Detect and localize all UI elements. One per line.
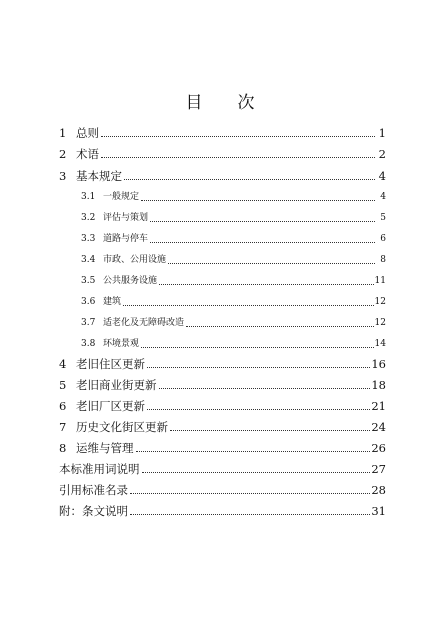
entry-page: 5 <box>380 213 386 223</box>
toc-entry[interactable] <box>59 126 386 140</box>
toc-subentry[interactable] <box>81 190 386 204</box>
entry-title: 市政、公用设施 <box>103 255 167 265</box>
toc-entry[interactable] <box>59 147 386 161</box>
entry-title: 建筑 <box>103 297 122 307</box>
entry-page: 16 <box>371 357 386 371</box>
entry-page: 26 <box>371 441 386 455</box>
entry-number: 3.8 <box>81 339 96 349</box>
entry-number: 2 <box>59 147 67 161</box>
page-title <box>0 88 441 113</box>
entry-page: 28 <box>371 483 386 497</box>
entry-title: 本标准用词说明 <box>59 462 140 476</box>
toc-entry[interactable] <box>59 441 386 455</box>
entry-title: 环境景观 <box>103 339 140 349</box>
entry-title: 术语 <box>76 147 99 161</box>
dot-leader <box>130 514 370 515</box>
entry-title: 一般规定 <box>103 192 140 202</box>
dot-leader <box>141 347 374 348</box>
entry-title: 老旧住区更新 <box>76 357 145 371</box>
entry-page: 11 <box>374 276 386 286</box>
entry-page: 2 <box>378 147 386 161</box>
entry-number: 8 <box>59 441 67 455</box>
dot-leader <box>130 493 370 494</box>
entry-title: 总则 <box>76 126 99 140</box>
entry-title: 道路与停车 <box>103 234 149 244</box>
entry-number: 4 <box>59 357 67 371</box>
dot-leader <box>136 451 371 452</box>
toc-entry[interactable] <box>59 399 386 413</box>
entry-page: 27 <box>371 462 386 476</box>
entry-number: 7 <box>59 420 67 434</box>
dot-leader <box>101 157 375 158</box>
entry-page: 31 <box>371 504 386 518</box>
entry-title: 公共服务设施 <box>103 276 158 286</box>
toc-subentry[interactable] <box>81 211 386 225</box>
entry-page: 14 <box>374 339 386 349</box>
toc-entry[interactable] <box>59 378 386 392</box>
toc-entry[interactable] <box>59 357 386 371</box>
entry-number: 3.1 <box>81 192 96 202</box>
entry-title: 附：条文说明 <box>59 504 128 518</box>
entry-title: 评估与策划 <box>103 213 149 223</box>
entry-page: 1 <box>378 126 386 140</box>
entry-title: 适老化及无障碍改造 <box>103 318 185 328</box>
toc-subentry[interactable] <box>81 253 386 267</box>
entry-page: 4 <box>380 192 386 202</box>
toc-entry[interactable] <box>59 420 386 434</box>
dot-leader <box>147 409 370 410</box>
dot-leader <box>168 263 375 264</box>
entry-page: 18 <box>371 378 386 392</box>
dot-leader <box>170 430 370 431</box>
toc-subentry[interactable] <box>81 337 386 351</box>
dot-leader <box>141 200 375 201</box>
dot-leader <box>159 284 374 285</box>
toc-entry[interactable] <box>59 462 386 476</box>
entry-page: 24 <box>371 420 386 434</box>
dot-leader <box>142 472 371 473</box>
entry-page: 12 <box>374 318 386 328</box>
entry-page: 4 <box>378 169 386 183</box>
dot-leader <box>147 367 370 368</box>
entry-title: 老旧厂区更新 <box>76 399 145 413</box>
entry-number: 3.3 <box>81 234 96 244</box>
dot-leader <box>123 305 374 306</box>
entry-page: 6 <box>380 234 386 244</box>
entry-page: 21 <box>371 399 386 413</box>
dot-leader <box>150 242 375 243</box>
entry-page: 8 <box>380 255 386 265</box>
dot-leader <box>186 326 374 327</box>
toc-entry[interactable] <box>59 483 386 497</box>
dot-leader <box>124 179 375 180</box>
entry-number: 3.2 <box>81 213 96 223</box>
entry-number: 3 <box>59 169 67 183</box>
entry-number: 3.5 <box>81 276 96 286</box>
title-char-2: 次 <box>237 93 256 113</box>
title-char-1: 目 <box>185 93 204 113</box>
entry-title: 运维与管理 <box>76 441 134 455</box>
entry-title: 引用标准名录 <box>59 483 128 497</box>
toc-subentry[interactable] <box>81 295 386 309</box>
entry-number: 1 <box>59 126 67 140</box>
entry-number: 3.7 <box>81 318 96 328</box>
toc-subentry[interactable] <box>81 316 386 330</box>
entry-number: 3.6 <box>81 297 96 307</box>
entry-number: 6 <box>59 399 67 413</box>
entry-number: 3.4 <box>81 255 96 265</box>
entry-title: 基本规定 <box>76 169 122 183</box>
entry-page: 12 <box>374 297 386 307</box>
entry-title: 历史文化街区更新 <box>76 420 168 434</box>
toc-entry[interactable] <box>59 169 386 183</box>
dot-leader <box>101 136 375 137</box>
dot-leader <box>150 221 375 222</box>
toc-subentry[interactable] <box>81 274 386 288</box>
entry-number: 5 <box>59 378 67 392</box>
entry-title: 老旧商业街更新 <box>76 378 157 392</box>
dot-leader <box>159 388 371 389</box>
toc-subentry[interactable] <box>81 232 386 246</box>
toc-entry[interactable] <box>59 504 386 518</box>
